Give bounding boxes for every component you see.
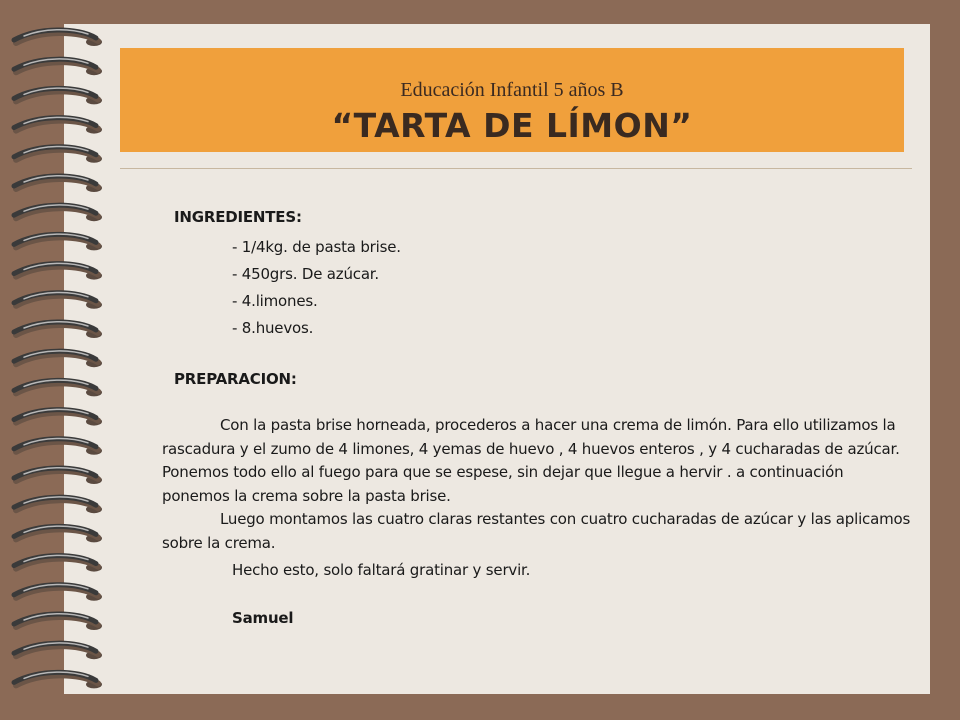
spiral-ring-icon bbox=[14, 526, 102, 542]
recipe-title: “TARTA DE LÍMON” bbox=[331, 106, 693, 145]
spiral-ring-icon bbox=[14, 147, 102, 163]
spiral-ring-icon bbox=[14, 322, 102, 338]
preparation-paragraph: Hecho esto, solo faltará gratinar y servir. bbox=[232, 561, 531, 579]
preparation-paragraph: Con la pasta brise horneada, procederos a hacer una crema de limón. Para ello utilizamos la rascadura y el zumo de 4 limones, 4 yemas de huevo , 4 huevos enteros , y 4 cucharadas de azúcar. Ponemos todo ello al fuego para que se espese, sin dejar que llegue a hervir . a continuación ponemos la crema sobre la pasta brise. bbox=[162, 416, 900, 505]
ingredient-item: - 8.huevos. bbox=[232, 319, 314, 337]
spiral-ring-icon bbox=[14, 468, 102, 484]
ingredients-list bbox=[232, 234, 914, 342]
spiral-ring-icon bbox=[14, 30, 102, 46]
spiral-ring-icon bbox=[14, 555, 102, 571]
spiral-binding-icon bbox=[0, 0, 130, 720]
ingredient-item: - 450grs. De azúcar. bbox=[232, 265, 379, 283]
spiral-ring-icon bbox=[14, 205, 102, 221]
divider bbox=[120, 168, 912, 169]
author-signature: Samuel bbox=[232, 608, 294, 627]
preparation-heading: PREPARACION: bbox=[174, 370, 297, 388]
recipe-body bbox=[162, 206, 914, 644]
spiral-ring-icon bbox=[14, 263, 102, 279]
ingredients-heading: INGREDIENTES: bbox=[174, 208, 302, 226]
spiral-ring-icon bbox=[14, 59, 102, 75]
spiral-ring-icon bbox=[14, 88, 102, 104]
spiral-ring-icon bbox=[14, 672, 102, 688]
spiral-ring-icon bbox=[14, 409, 102, 425]
ingredient-item: - 4.limones. bbox=[232, 292, 318, 310]
spiral-ring-icon bbox=[14, 293, 102, 309]
spiral-ring-icon bbox=[14, 117, 102, 133]
spiral-ring-icon bbox=[14, 614, 102, 630]
spiral-ring-icon bbox=[14, 585, 102, 601]
spiral-ring-icon bbox=[14, 439, 102, 455]
spiral-ring-icon bbox=[14, 497, 102, 513]
spiral-ring-icon bbox=[14, 176, 102, 192]
class-subtitle: Educación Infantil 5 años B bbox=[400, 79, 624, 101]
spiral-ring-icon bbox=[14, 234, 102, 250]
spiral-ring-icon bbox=[14, 351, 102, 367]
preparation-paragraph: Luego montamos las cuatro claras restantes con cuatro cucharadas de azúcar y las aplicamos sobre la crema. bbox=[162, 510, 911, 552]
title-banner bbox=[120, 48, 904, 152]
spiral-ring-icon bbox=[14, 380, 102, 396]
spiral-ring-icon bbox=[14, 643, 102, 659]
ingredient-item: - 1/4kg. de pasta brise. bbox=[232, 238, 401, 256]
